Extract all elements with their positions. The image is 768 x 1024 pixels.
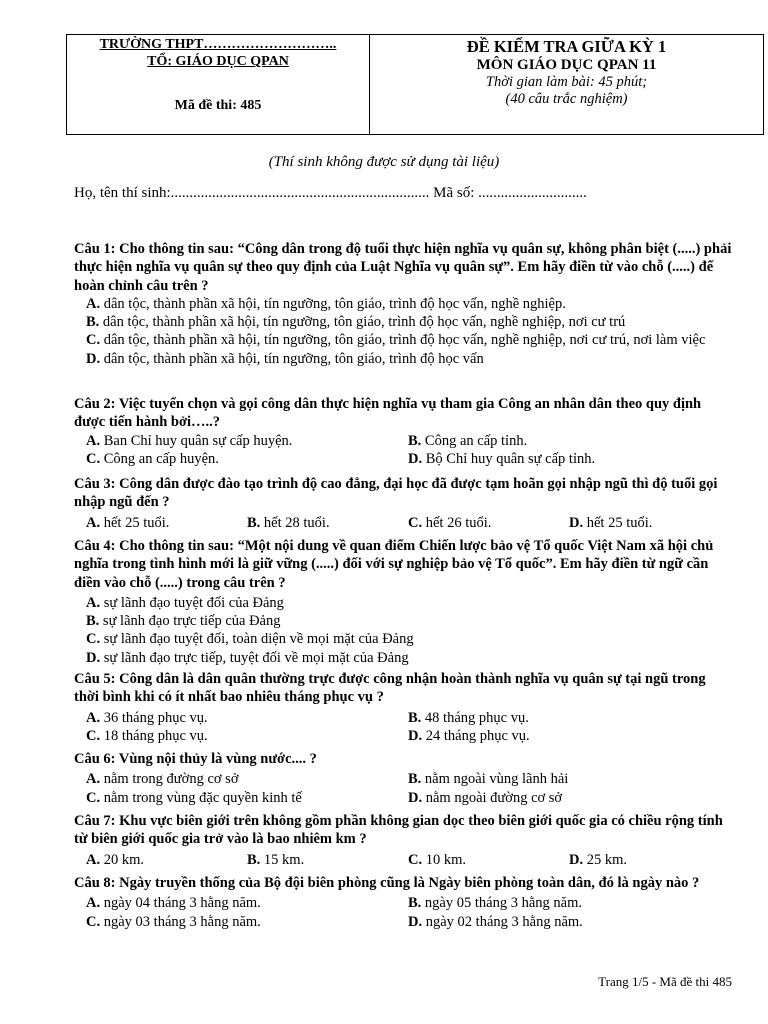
option-c[interactable]: C. 10 km. bbox=[408, 851, 467, 868]
school-name: TRƯỜNG THPT……………………….. bbox=[99, 37, 337, 52]
option-b[interactable]: B. sự lãnh đạo trực tiếp của Đảng bbox=[86, 613, 281, 630]
option-d[interactable]: D. 25 km. bbox=[569, 851, 628, 868]
option-b[interactable]: B. Công an cấp tỉnh. bbox=[408, 432, 528, 449]
option-d[interactable]: D. dân tộc, thành phần xã hội, tín ngưỡng, tôn giáo, trình độ học vấn bbox=[86, 350, 484, 367]
option-b[interactable]: B. 15 km. bbox=[247, 851, 305, 868]
subject-title: MÔN GIÁO DỤC QPAN 11 bbox=[476, 57, 657, 73]
option-d[interactable]: D. ngày 02 tháng 3 hằng năm. bbox=[408, 913, 583, 930]
page-footer: Trang 1/5 - Mã đề thi 485 bbox=[598, 974, 732, 989]
option-d[interactable]: D. sự lãnh đạo trực tiếp, tuyệt đối về mọi mặt của Đảng bbox=[86, 649, 409, 666]
question-text: Câu 2: Việc tuyển chọn và gọi công dân thực hiện nghĩa vụ tham gia Công an nhân dân theo quy định được tiến hành bởi…..? bbox=[74, 396, 702, 431]
option-c[interactable]: C. 18 tháng phục vụ. bbox=[86, 727, 208, 744]
option-b[interactable]: B. nằm ngoài vùng lãnh hải bbox=[408, 771, 569, 788]
option-a[interactable]: A. 20 km. bbox=[86, 851, 145, 868]
option-a[interactable]: A. ngày 04 tháng 3 hằng năm. bbox=[86, 895, 261, 912]
exam-header bbox=[66, 34, 764, 135]
option-c[interactable]: C. hết 26 tuổi. bbox=[408, 514, 492, 531]
question-count: (40 câu trắc nghiệm) bbox=[505, 91, 628, 107]
option-d[interactable]: D. Bộ Chỉ huy quân sự cấp tỉnh. bbox=[408, 450, 596, 467]
department-name: TỔ: GIÁO DỤC QPAN bbox=[147, 54, 289, 69]
option-b[interactable]: B. dân tộc, thành phần xã hội, tín ngưỡng, tôn giáo, trình độ học vấn, nghề nghiệp, nơi cư trú bbox=[86, 314, 626, 331]
question-8 bbox=[74, 874, 734, 931]
question-text: Câu 6: Vùng nội thủy là vùng nước.... ? bbox=[74, 751, 317, 767]
question-6 bbox=[74, 750, 734, 807]
question-text: Câu 8: Ngày truyền thống của Bộ đội biên phòng cũng là Ngày biên phòng toàn dân, đó là ngày nào ? bbox=[74, 875, 700, 891]
option-b[interactable]: B. hết 28 tuổi. bbox=[247, 514, 330, 531]
header-right-cell bbox=[370, 35, 764, 135]
option-a[interactable]: A. dân tộc, thành phần xã hội, tín ngưỡng, tôn giáo, trình độ học vấn, nghề nghiệp. bbox=[86, 295, 566, 312]
option-b[interactable]: B. ngày 05 tháng 3 hằng năm. bbox=[408, 895, 582, 912]
time-limit: Thời gian làm bài: 45 phút; bbox=[485, 74, 648, 90]
option-a[interactable]: A. hết 25 tuổi. bbox=[86, 514, 170, 531]
option-c[interactable]: C. Công an cấp huyện. bbox=[86, 450, 219, 467]
option-d[interactable]: D. 24 tháng phục vụ. bbox=[408, 727, 530, 744]
option-a[interactable]: A. sự lãnh đạo tuyệt đối của Đảng bbox=[86, 594, 284, 611]
question-3 bbox=[74, 475, 734, 532]
option-c[interactable]: C. nằm trong vùng đặc quyền kinh tế bbox=[86, 789, 302, 806]
question-text: Câu 4: Cho thông tin sau: “Một nội dung về quan điểm Chiến lược bảo vệ Tổ quốc Việt Nam xã hội chủ nghĩa trong tình hình mới là giữ vững (.....) đối với sự nghiệp bảo vệ Tổ quốc”. Em hãy điền từ ngữ cần điền vào chỗ (.....) trong câu trên ? bbox=[74, 538, 714, 591]
option-b[interactable]: B. 48 tháng phục vụ. bbox=[408, 709, 529, 726]
option-c[interactable]: C. ngày 03 tháng 3 hằng năm. bbox=[86, 913, 261, 930]
student-info-line: Họ, tên thí sinh:..................................................................... Mã số: ............................. bbox=[74, 185, 587, 201]
option-a[interactable]: A. Ban Chỉ huy quân sự cấp huyện. bbox=[86, 432, 293, 449]
question-text: Câu 5: Công dân là dân quân thường trực được công nhận hoàn thành nghĩa vụ quân sự tại ngũ trong thời bình khi có ít nhất bao nhiêu tháng phục vụ ? bbox=[74, 671, 706, 706]
question-text: Câu 1: Cho thông tin sau: “Công dân trong độ tuổi thực hiện nghĩa vụ quân sự, không phân biệt (.....) phải thực hiện nghĩa vụ quân sự theo quy định của Luật Nghĩa vụ quân sự”. Em hãy điền từ vào chỗ (.....) để hoàn chỉnh câu trên ? bbox=[74, 241, 732, 294]
option-d[interactable]: D. nằm ngoài đường cơ sở bbox=[408, 789, 563, 806]
option-c[interactable]: C. sự lãnh đạo tuyệt đối, toàn diện về mọi mặt của Đảng bbox=[86, 631, 414, 648]
exam-note: (Thí sinh không được sử dụng tài liệu) bbox=[268, 154, 500, 170]
question-text: Câu 7: Khu vực biên giới trên không gồm phần không gian dọc theo biên giới quốc gia có chiều rộng tính từ biên giới quốc gia trở vào là bao nhiêm km ? bbox=[74, 813, 723, 848]
option-c[interactable]: C. dân tộc, thành phần xã hội, tín ngưỡng, tôn giáo, trình độ học vấn, nghề nghiệp, nơi cư trú, nơi làm việc bbox=[86, 332, 706, 349]
header-left-cell bbox=[67, 35, 370, 135]
option-a[interactable]: A. nằm trong đường cơ sở bbox=[86, 771, 239, 788]
question-5 bbox=[74, 670, 734, 745]
option-d[interactable]: D. hết 25 tuổi. bbox=[569, 514, 653, 531]
exam-title: ĐỀ KIỂM TRA GIỮA KỲ 1 bbox=[466, 37, 667, 56]
exam-code: Mã đề thi: 485 bbox=[174, 98, 262, 113]
question-2 bbox=[74, 395, 734, 468]
option-a[interactable]: A. 36 tháng phục vụ. bbox=[86, 709, 208, 726]
question-1 bbox=[74, 240, 734, 368]
question-text: Câu 3: Công dân được đào tạo trình độ cao đẳng, đại học đã được tạm hoãn gọi nhập ngũ thì độ tuổi gọi nhập ngũ đến ? bbox=[74, 476, 718, 511]
question-4 bbox=[74, 537, 734, 667]
question-7 bbox=[74, 812, 734, 869]
